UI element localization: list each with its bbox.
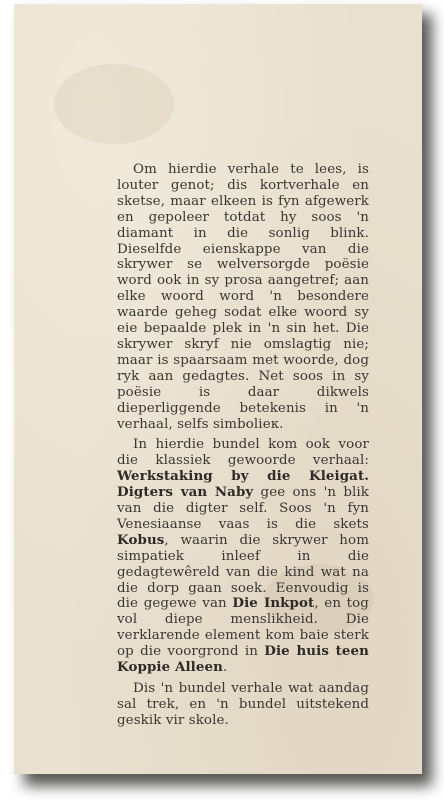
- paragraph-contents-text: In hierdie bundel kom ook voor die klassiek gewoorde verhaal:: [117, 437, 369, 469]
- paper-stain: [54, 64, 174, 144]
- paragraph-contents-text: , en tog vol diepe menslikheid. Die verklarende element kom baie sterk op die voorgrond in: [117, 596, 369, 660]
- story-title: Werkstaking by die Kleigat.: [117, 468, 369, 485]
- story-title: Digters van Naby: [117, 484, 254, 501]
- story-title: Kobus: [117, 531, 165, 548]
- paragraph-contents-text: , waarin die skrywer hom simpatiek inleef in die gedagtewêreld van die kind wat na die dorp gaan soek. Eenvoudig is die gegewe van: [117, 532, 369, 612]
- paragraph-contents: [117, 437, 369, 676]
- paragraph-intro: Om hierdie verhale te lees, is louter genot; dis kortverhale en sketse, maar elkeen is fyn afgewerk en gepoleer totdat hy soos 'n diamant in die sonlig blink. Dieselfde eienskappe van die skrywer se welversorgde poësie word ook in sy prosa aangetref; aan elke woord word 'n besondere waarde geheg sodat elke woord sy eie bepaalde plek in 'n sin het. Die skrywer skryf nie omslagtig nie; maar is spaarsaam met woorde, dog ryk aan gedagtes. Net soos in sy poësie is daar dikwels dieperliggende betekenis in 'n verhaal, selfs simbolieк.: [117, 162, 369, 432]
- blurb-text: [117, 162, 369, 734]
- story-title: Die Inkpot: [232, 595, 315, 612]
- paragraph-closing: Dis 'n bundel verhale wat aandag sal trek, en 'n bundel uitstekend geskik vir skole.: [117, 681, 369, 728]
- paragraph-contents-text: gee ons 'n blik van die digter self. Soos 'n fyn Venesiaanse vaas is die skets: [117, 485, 369, 532]
- story-title: Die huis teen Koppie Alleen: [117, 643, 369, 676]
- book-page: [14, 4, 422, 774]
- paragraph-contents-text: .: [222, 660, 228, 676]
